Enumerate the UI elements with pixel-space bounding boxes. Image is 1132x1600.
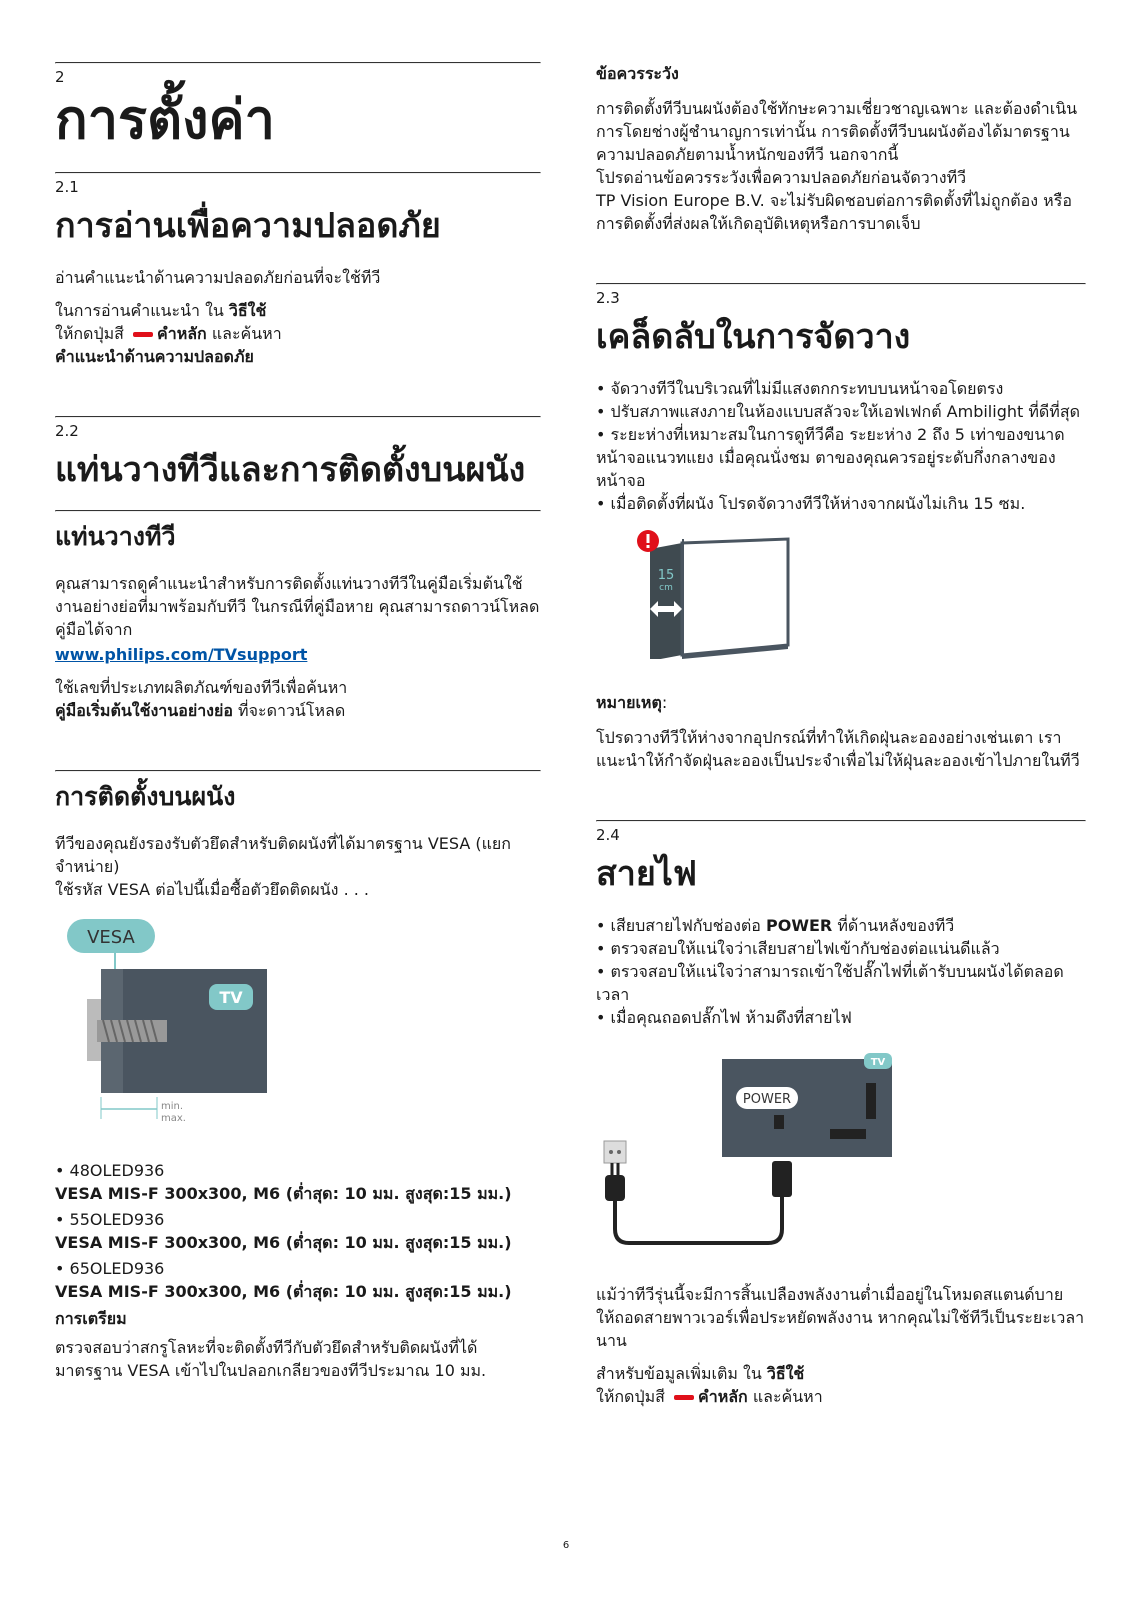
- note-heading: หมายเหตุ:: [596, 693, 668, 712]
- prep-text: ตรวจสอบว่าสกรูโลหะที่จะติดตั้งทีวีกับตัวยึดสำหรับติดผนังที่ได้มาตรฐาน VESA เข้าไปในปลอกเกลียวของทีวีประมาณ 10 มม.: [55, 1338, 487, 1380]
- distance-unit: cm: [659, 583, 673, 593]
- wall-text: ทีวีของคุณยังรองรับตัวยึดสำหรับติดผนังที่ได้มาตรฐาน VESA (แยกจำหน่าย) ใช้รหัส VESA ต่อไปนี้เมื่อซื้อตัวยึดติดผนัง . . .: [55, 834, 511, 899]
- chapter-title: การตั้งค่า: [55, 88, 275, 151]
- section-rule-2-2: [55, 416, 541, 418]
- section-title-2-2: แท่นวางทีวีและการติดตั้งบนผนัง: [55, 450, 526, 490]
- power-port-icon: [774, 1115, 784, 1129]
- standby-text: แม้ว่าทีวีรุ่นนี้จะมีการสิ้นเปลืองพลังงานต่ำเมื่ออยู่ในโหมดสแตนด์บาย ให้ถอดสายพาวเวอร์เพื่อประหยัดพลังงาน หากคุณไม่ใช้ทีวีเป็นระยะเวลานาน: [596, 1285, 1085, 1350]
- list-item: • 48OLED936 VESA MIS-F 300x300, M6 (ต่ำสุด: 10 มม. สูงสุด:15 มม.): [55, 1161, 512, 1203]
- list-item: • เมื่อคุณถอดปลั๊กไฟ ห้ามดึงที่สายไฟ: [596, 1008, 852, 1027]
- caution-heading: ข้อควรระวัง: [596, 64, 679, 83]
- section-title-2-4: สายไฟ: [596, 854, 697, 894]
- chapter-rule: [55, 62, 541, 64]
- list-item: • เสียบสายไฟกับช่องต่อ POWER ที่ด้านหลังของทีวี: [596, 916, 955, 935]
- vesa-label: VESA: [87, 927, 135, 948]
- list-item: • ปรับสภาพแสงภายในห้องแบบสลัวจะให้เอฟเฟกต์ Ambilight ที่ดีที่สุด: [596, 402, 1080, 421]
- stand-text: คุณสามารถดูคำแนะนำสำหรับการติดตั้งแท่นวางทีวีในคู่มือเริ่มต้นใช้งานอย่างย่อที่มาพร้อมกับทีวี ในกรณีที่คู่มือหาย คุณสามารถดาวน์โหลดคู่มือได้จาก: [55, 574, 540, 639]
- vesa-mount-figure: [67, 919, 267, 1134]
- tv-badge-label: TV: [219, 988, 243, 1007]
- caution-text-2: โปรดอ่านข้อควรระวังเพื่อความปลอดภัยก่อนจัดวางทีวี: [596, 168, 967, 187]
- placement-tips-list: [596, 377, 1086, 515]
- section-rule-2-4: [596, 820, 1086, 822]
- stand-link-line: [55, 643, 541, 666]
- section-number-2-3: 2.3: [596, 289, 620, 307]
- stand-text-2: ใช้เลขที่ประเภทผลิตภัณฑ์ของทีวีเพื่อค้นหา คู่มือเริ่มต้นใช้งานอย่างย่อ ที่จะดาวน์โหลด: [55, 678, 348, 720]
- section-rule-2-3: [596, 283, 1086, 285]
- vesa-model-list: [55, 1160, 541, 1303]
- caution-text-3: TP Vision Europe B.V. จะไม่รับผิดชอบต่อการติดตั้งที่ไม่ถูกต้อง หรือการติดตั้งที่ส่งผลให้เกิดอุบัติเหตุหรือการบาดเจ็บ: [596, 191, 1072, 233]
- tv-badge-label: TV: [870, 1057, 886, 1068]
- safety-instructions: ในการอ่านคำแนะนำ ใน วิธีใช้ ให้กดปุ่มสี คำหลัก และค้นหา คำแนะนำด้านความปลอดภัย: [55, 301, 282, 366]
- list-item: • 65OLED936 VESA MIS-F 300x300, M6 (ต่ำสุด: 10 มม. สูงสุด:15 มม.): [55, 1259, 512, 1301]
- note-text: โปรดวางทีวีให้ห่างจากอุปกรณ์ที่ทำให้เกิดฝุ่นละอองอย่างเช่นเตา เราแนะนำให้กำจัดฝุ่นละอองเป็นประจำเพื่อไม่ให้ฝุ่นละอองเข้าไปภายในทีวี: [596, 728, 1080, 770]
- chapter-number: 2: [55, 68, 65, 86]
- section-title-2-3: เคล็ดลับในการจัดวาง: [596, 317, 911, 357]
- red-key-icon: [133, 332, 153, 337]
- help-instructions: สำหรับข้อมูลเพิ่มเติม ใน วิธีใช้ ให้กดปุ่มสี คำหลัก และค้นหา: [596, 1364, 823, 1406]
- plug-icon: [605, 1175, 625, 1201]
- power-cable: [615, 1197, 782, 1243]
- section-number-2-2: 2.2: [55, 422, 79, 440]
- section-title-2-1: การอ่านเพื่อความปลอดภัย: [55, 206, 441, 246]
- list-item: • ตรวจสอบให้แน่ใจว่าเสียบสายไฟเข้ากับช่องต่อแน่นดีแล้ว: [596, 939, 1000, 958]
- max-label: max.: [161, 1113, 186, 1124]
- safety-intro: อ่านคำแนะนำด้านความปลอดภัยก่อนที่จะใช้ทีวี: [55, 268, 381, 287]
- power-label: POWER: [742, 1092, 792, 1107]
- list-item: • จัดวางทีวีในบริเวณที่ไม่มีแสงตกกระทบบนหน้าจอโดยตรง: [596, 379, 1004, 398]
- left-column: [55, 62, 541, 1392]
- subsection-rule-stand: [55, 510, 541, 512]
- red-key-icon: [674, 1395, 694, 1400]
- section-rule-2-1: [55, 172, 541, 174]
- connector-icon: [772, 1161, 792, 1197]
- power-cable-list: [596, 914, 1086, 1029]
- caution-text-1: การติดตั้งทีวีบนผนังต้องใช้ทักษะความเชี่ยวชาญเฉพาะ และต้องดำเนินการโดยช่างผู้ชำนาญการเท่านั้น การติดตั้งทีวีบนผนังต้องได้มาตรฐานความปลอดภัยตามน้ำหนักของทีวี นอกจากนี้: [596, 99, 1078, 164]
- right-column: [596, 62, 1086, 1418]
- min-label: min.: [161, 1101, 184, 1112]
- list-item: • ตรวจสอบให้แน่ใจว่าสามารถเข้าใช้ปลั๊กไฟที่เต้ารับบนผนังได้ตลอดเวลา: [596, 962, 1064, 1004]
- wall-socket-icon: [604, 1141, 626, 1163]
- power-cable-figure: [596, 1049, 896, 1259]
- section-number-2-1: 2.1: [55, 178, 79, 196]
- section-number-2-4: 2.4: [596, 826, 620, 844]
- prep-heading: การเตรียม: [55, 1309, 127, 1328]
- subsection-title-wall: การติดตั้งบนผนัง: [55, 782, 236, 811]
- list-item: • ระยะห่างที่เหมาะสมในการดูทีวีคือ ระยะห่าง 2 ถึง 5 เท่าของขนาดหน้าจอแนวทแยง เมื่อคุณนั่งชม ตาของคุณควรอยู่ระดับกึ่งกลางของหน้าจอ: [596, 425, 1065, 490]
- subsection-rule-wall: [55, 770, 541, 772]
- wall-distance-figure: [636, 529, 816, 659]
- subsection-title-stand: แท่นวางทีวี: [55, 522, 176, 551]
- list-item: • เมื่อติดตั้งที่ผนัง โปรดจัดวางทีวีให้ห่างจากผนังไม่เกิน 15 ซม.: [596, 494, 1026, 513]
- page-number: 6: [562, 1540, 570, 1551]
- list-item: • 55OLED936 VESA MIS-F 300x300, M6 (ต่ำสุด: 10 มม. สูงสุด:15 มม.): [55, 1210, 512, 1252]
- philips-support-link[interactable]: www.philips.com/TVsupport: [55, 645, 308, 664]
- distance-value: 15: [657, 568, 675, 583]
